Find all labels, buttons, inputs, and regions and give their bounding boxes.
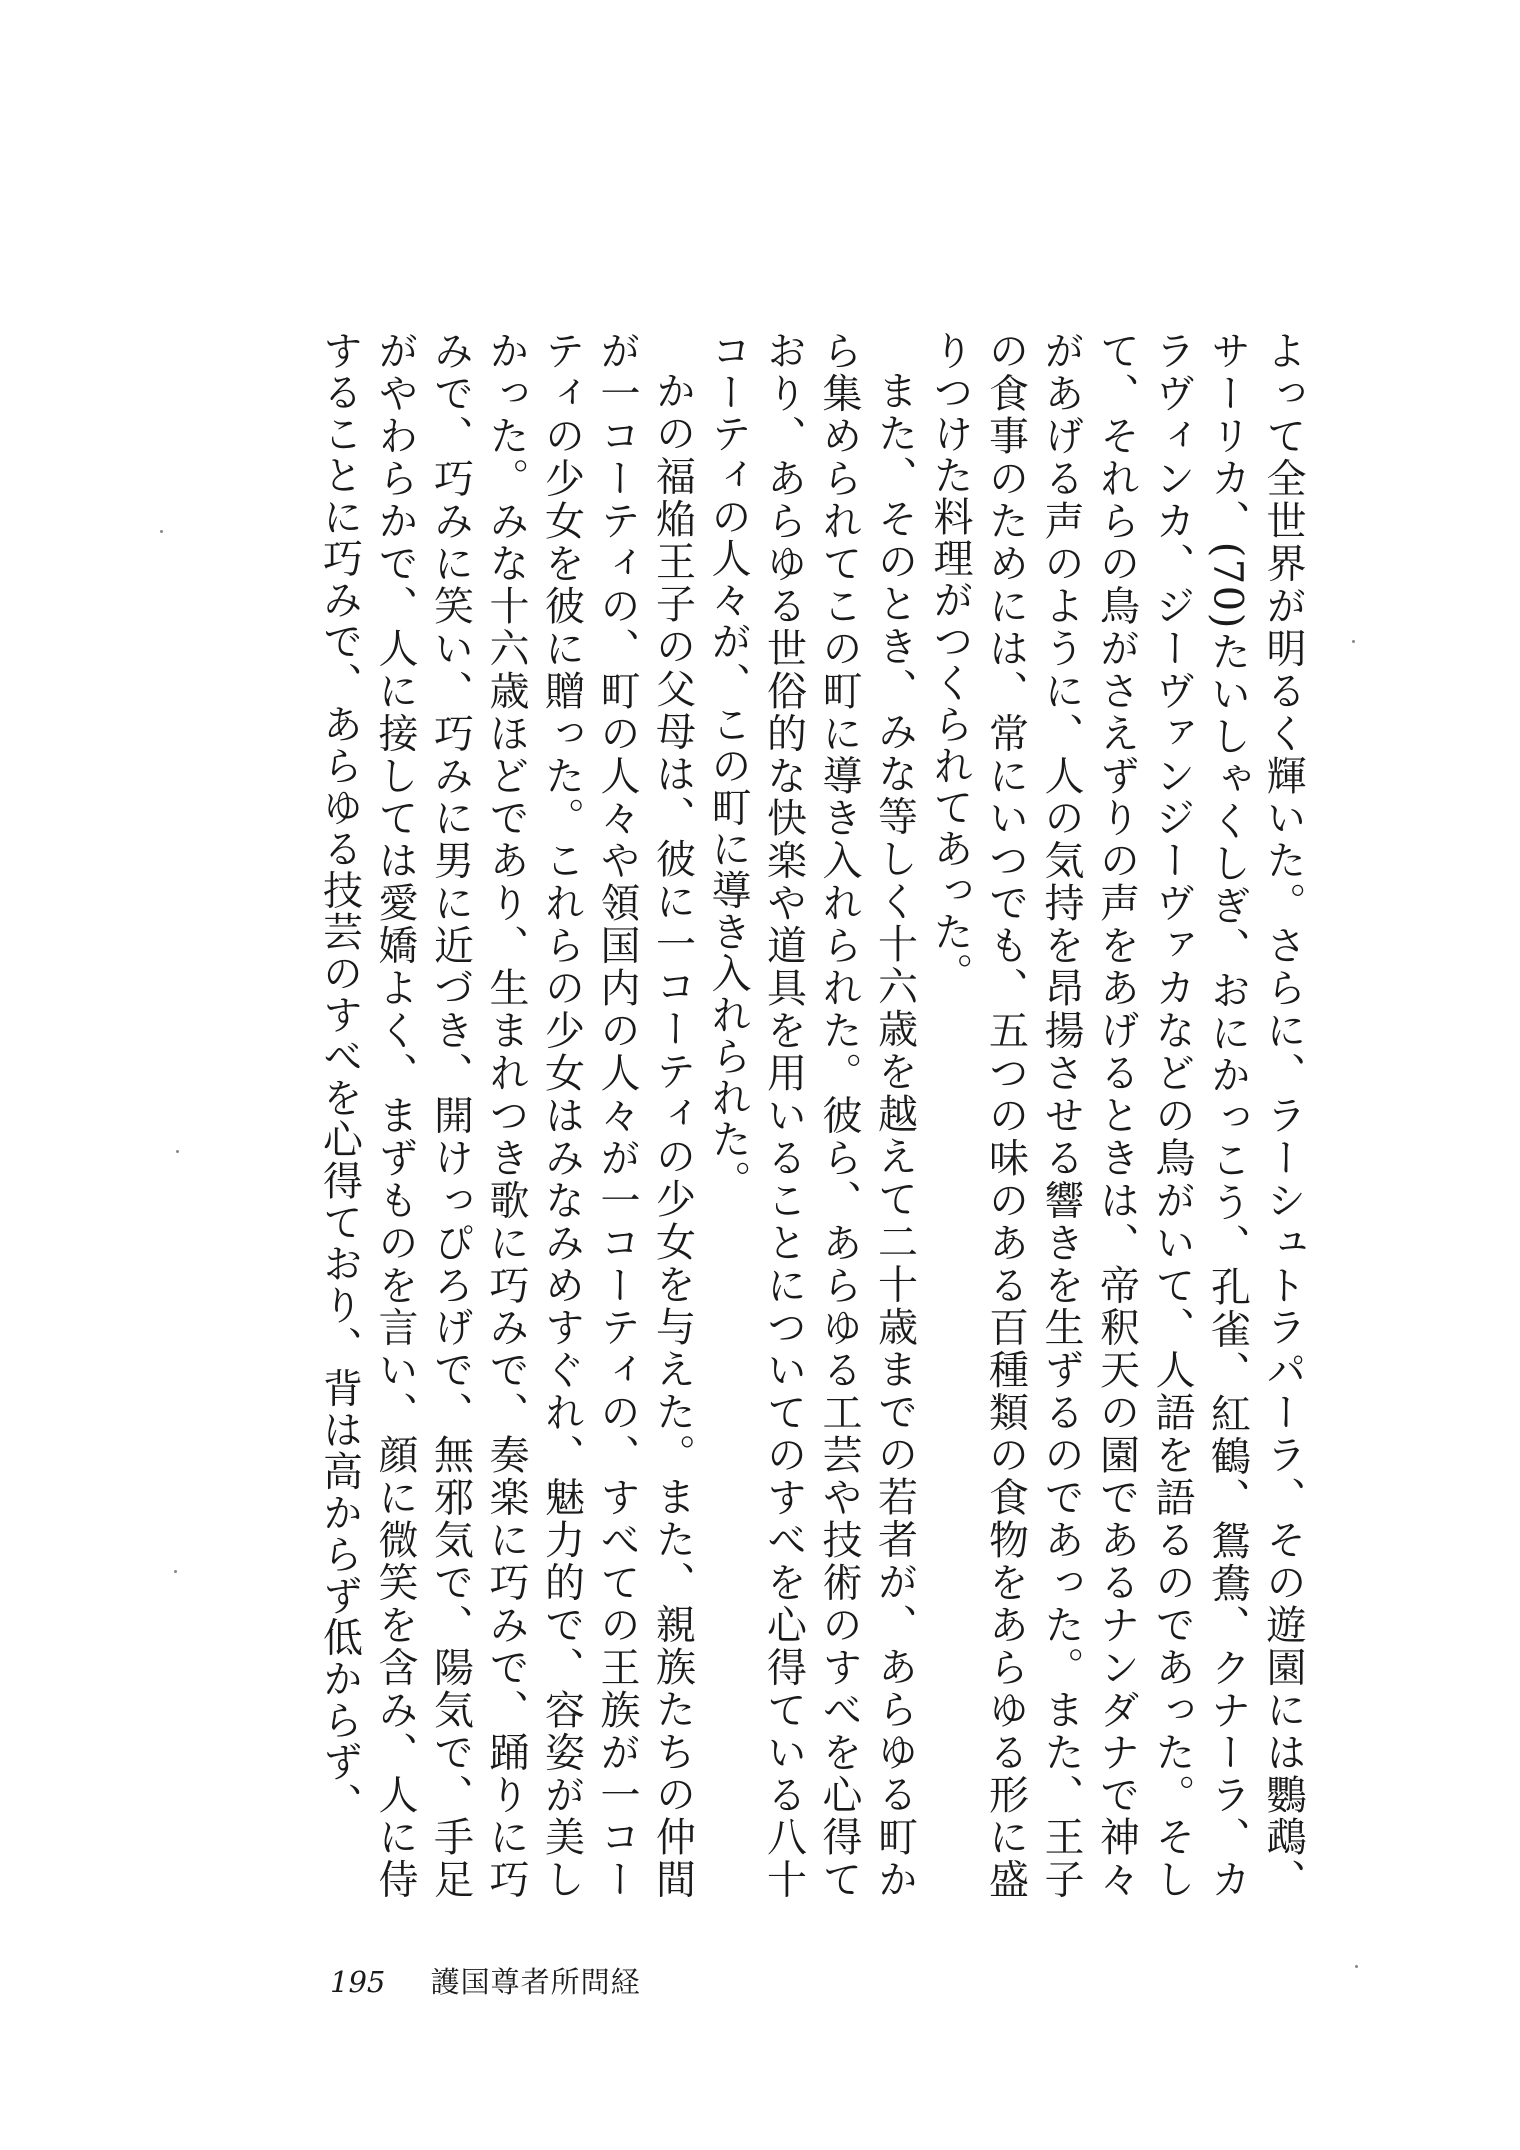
scan-speck [1352,640,1355,643]
body-text [270,330,1310,1900]
paragraph-1: よって全世界が明るく輝いた。さらに、ラーシュトラパーラ、その遊園には鸚鵡、サーリカ、(70)たいしゃくしぎ、おにかっこう、孔雀、紅鶴、鴛鴦、クナーラ、カラヴィンカ、ジーヴァンジーヴァカなどの鳥がいて、人語を語るのであった。そして、それらの鳥がさえずりの声をあげるときは、帝釈天の園であるナンダナで神々があげる声のように、人の気持を昂揚させる響きを生ずるのであった。また、王子の食事のためには、常にいつでも、五つの味のある百種類の食物をあらゆる形に盛りつけた料理がつくられてあった。 [927,330,1306,1900]
scan-speck [1355,1965,1358,1968]
page-footer [330,1962,830,2002]
scan-speck [174,1570,177,1573]
running-title: 護国尊者所問経 [430,1965,641,1999]
paragraph-3: かの福焔王子の父母は、彼に一コーティの少女を与えた。また、親族たちの仲間が一コーティの、町の人々や領国内の人々が一コーティの、すべての王族が一コーティの少女を彼に贈った。これらの少女はみなみめすぐれ、魅力的で、容姿が美しかった。みな十六歳ほどであり、生まれつき歌に巧みで、奏楽に巧みで、踊りに巧みで、巧みに笑い、巧みに男に近づき、開けっぴろげで、無邪気で、陽気で、手足がやわらかで、人に接しては愛嬌よく、まずものを言い、顔に微笑を含み、人に侍することに巧みで、あらゆる技芸のすべを心得ており、背は高からず低からず、 [316,330,696,1900]
scan-speck [176,1150,179,1153]
page-number: 195 [330,1965,386,1999]
scan-speck [160,530,163,533]
paragraph-2: また、そのとき、みな等しく十六歳を越えて二十歳までの若者が、あらゆる町から集められてこの町に導き入れられた。彼ら、あらゆる工芸や技術のすべを心得ており、あらゆる世俗的な快楽や道具を用いることについてのすべを心得ている八十コーティの人々が、この町に導き入れられた。 [705,330,918,1900]
